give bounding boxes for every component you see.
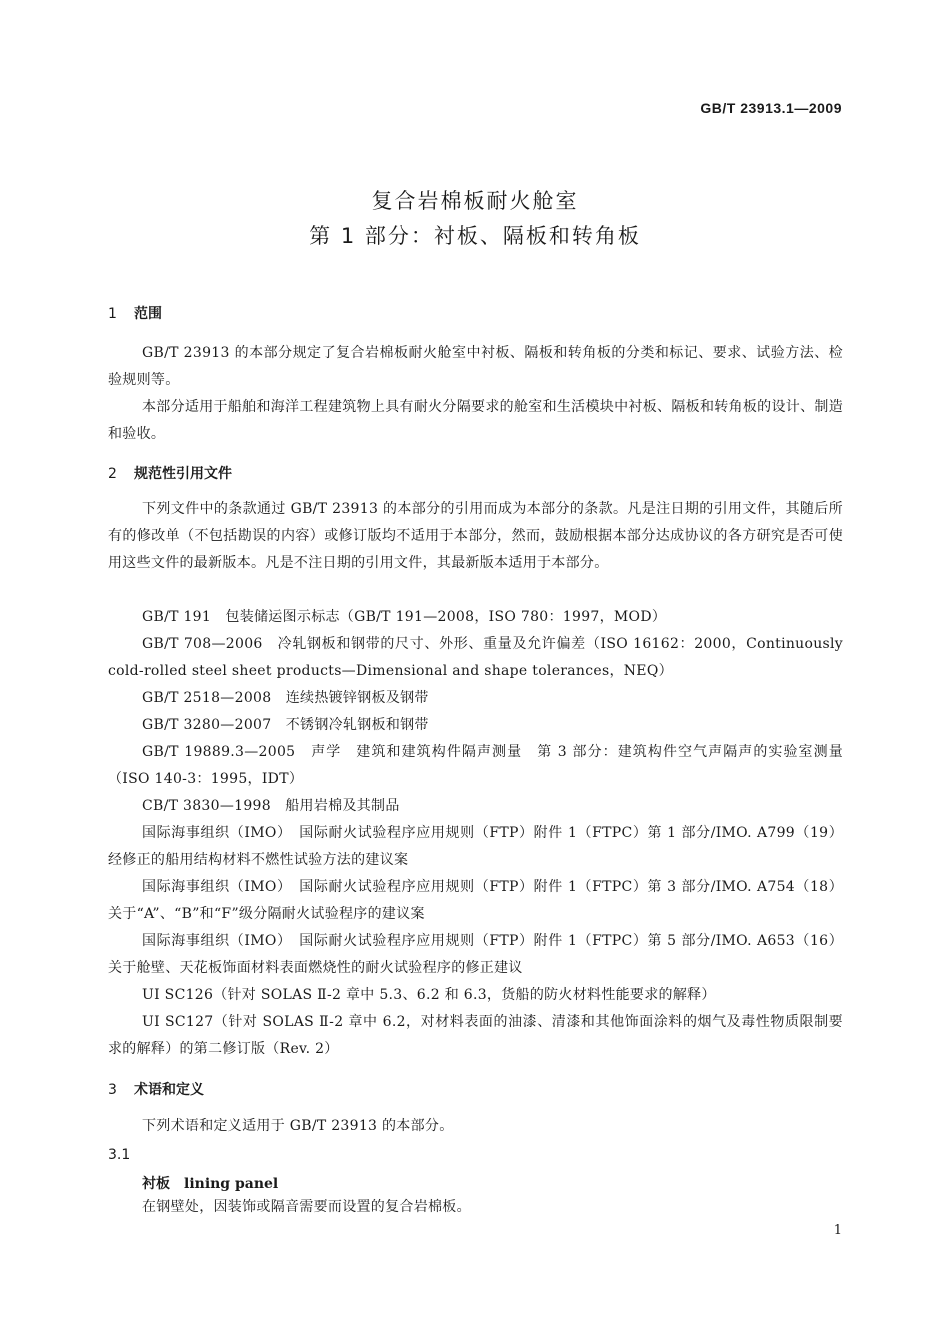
section-title: 规范性引用文件 [134,466,232,482]
reference-item: GB/T 708—2006 冷轧钢板和钢带的尺寸、外形、重量及允许偏差（ISO 16162：2000，Continuously cold-rolled steel sheet products—Dimensional and shape tolerances，NEQ） [108,636,843,679]
reference-item: GB/T 2518—2008 连续热镀锌钢板及钢带 [142,690,429,706]
section-number: 2 [108,466,117,482]
section-heading-terms [108,1079,204,1099]
section-heading-scope [108,303,162,323]
document-title: 复合岩棉板耐火舱室 [371,189,579,213]
reference-item: GB/T 19889.3—2005 声学 建筑和建筑构件隔声测量 第 3 部分：建筑构件空气声隔声的实验室测量（ISO 140-3：1995，IDT） [108,744,843,787]
paragraph: GB/T 23913 的本部分规定了复合岩棉板耐火舱室中衬板、隔板和转角板的分类和标记、要求、试验方法、检验规则等。 [108,345,843,388]
reference-item: GB/T 3280—2007 不锈钢冷轧钢板和钢带 [142,717,429,733]
reference-item: 国际海事组织（IMO） 国际耐火试验程序应用规则（FTP）附件 1（FTPC）第 3 部分/IMO. A754（18）关于“A”、“B”和“F”级分隔耐火试验程序的建议案 [108,879,843,922]
reference-item: UI SC127（针对 SOLAS Ⅱ-2 章中 6.2，对材料表面的油漆、清漆和其他饰面涂料的烟气及毒性物质限制要求的解释）的第二修订版（Rev. 2） [108,1014,843,1057]
reference-item: 国际海事组织（IMO） 国际耐火试验程序应用规则（FTP）附件 1（FTPC）第 5 部分/IMO. A653（16）关于舱壁、天花板饰面材料表面燃烧性的耐火试验程序的修正建议 [108,933,843,976]
section-number: 3 [108,1082,117,1098]
section-title: 术语和定义 [134,1082,204,1098]
reference-item: CB/T 3830—1998 船用岩棉及其制品 [142,798,400,814]
section-number: 1 [108,306,117,322]
section-title: 范围 [134,306,162,322]
term-number: 3.1 [108,1147,131,1163]
paragraph: 本部分适用于船舶和海洋工程建筑物上具有耐火分隔要求的舱室和生活模块中衬板、隔板和转角板的设计、制造和验收。 [108,399,843,442]
standard-code: GB/T 23913.1—2009 [700,100,842,116]
reference-item: 国际海事组织（IMO） 国际耐火试验程序应用规则（FTP）附件 1（FTPC）第 1 部分/IMO. A799（19）经修正的船用结构材料不燃性试验方法的建议案 [108,825,843,868]
section-heading-normative-references [108,463,232,483]
paragraph: 下列文件中的条款通过 GB/T 23913 的本部分的引用而成为本部分的条款。凡是注日期的引用文件，其随后所有的修改单（不包括勘误的内容）或修订版均不适用于本部分，然而，鼓励根据本部分达成协议的各方研究是否可使用这些文件的最新版本。凡是不注日期的引用文件，其最新版本适用于本部分。 [108,501,843,571]
term-title: 衬板 lining panel [142,1176,279,1192]
page-number: 1 [833,1223,842,1238]
paragraph: 下列术语和定义适用于 GB/T 23913 的本部分。 [142,1118,454,1134]
document-subtitle: 第 1 部分：衬板、隔板和转角板 [309,224,641,248]
term-definition: 在钢壁处，因装饰或隔音需要而设置的复合岩棉板。 [142,1199,471,1215]
reference-item: GB/T 191 包装储运图示标志（GB/T 191—2008，ISO 780：1997，MOD） [142,609,667,625]
reference-item: UI SC126（针对 SOLAS Ⅱ-2 章中 5.3、6.2 和 6.3，货船的防火材料性能要求的解释） [142,987,716,1003]
